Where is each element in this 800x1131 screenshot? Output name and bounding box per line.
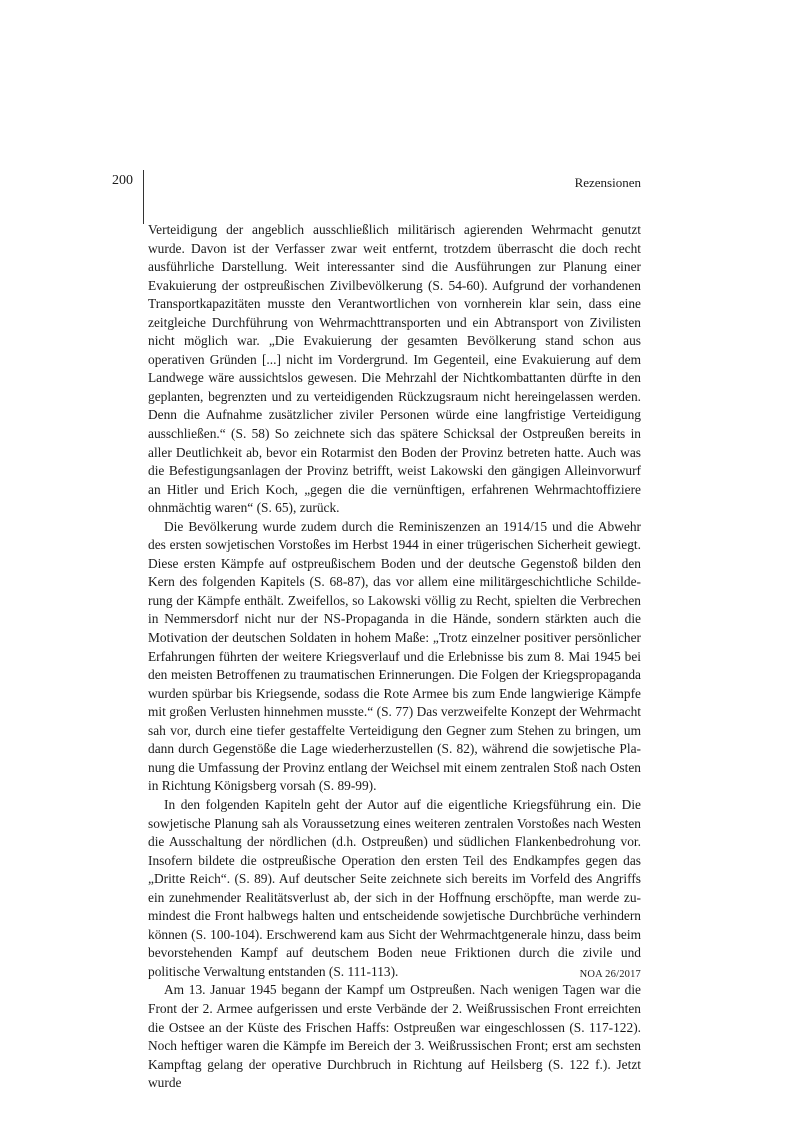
paragraph: In den folgenden Kapiteln geht der Autor auf die eigentliche Kriegsführung ein. Die sowjetische Planung sah als Voraussetzung eines weiteren zentralen Vorstoßes nach Westen die Ausschaltung der nördlichen (d.h. Ostpreußen) und südlichen Flankenbedrohung vor. Insofern bildete die ostpreußische Operation den ersten Teil des Endkampfes gegen das „Dritte Reich“. (S. 89). Auf deutscher Seite zeichnete sich bereits im Vorfeld des Angriffs ein zunehmender Realitätsverlust ab, der sich in der Hoffnung erschöpfte, man werde zumindest die Front halbwegs halten und entscheidende sowjetische Durchbrüche verhindern können (S. 100-104). Erschwerend kam aus Sicht der Wehrmachtgenerale hinzu, dass beim bevorstehenden Kampf auf deutschem Boden neue Friktionen durch die zivile und politische Verwaltung entstanden (S. 111-113). bbox=[148, 796, 641, 979]
paragraph: Die Bevölkerung wurde zudem durch die Reminiszenzen an 1914/15 und die Abwehr des ersten sowjetischen Vorstoßes im Herbst 1944 in einer trügerischen Sicherheit gewiegt. Diese ersten Kämpfe auf ostpreußischem Boden und der deutsche Gegenstoß bilden den Kern des folgenden Kapitels (S. 68-87), das vor allem eine militärgeschichtliche Schilderung der Kämpfe enthält. Zweifellos, so Lakowski völlig zu Recht, spielten die Verbrechen in Nemmersdorf nicht nur der NS-Propaganda in die Hände, sondern stärkten auch die Motivation der deutschen Soldaten in hohem Maße: „Trotz einzelner positiver persönlicher Erfahrungen führten der weitere Kriegsverlauf und die Erlebnisse bis zum 8. Mai 1945 bei den meisten Betroffenen zu traumatischen Erinnerungen. Die Folgen der Kriegspropaganda wurden spürbar bis Kriegsende, sodass die Rote Armee bis zum Ende langwierige Kämpfe mit großen Verlusten hinnehmen musste.“ (S. 77) Das verzweifelte Konzept der Wehrmacht sah vor, durch eine tiefer gestaffelte Verteidigung den Gegner zum Stehen zu bringen, um dann durch Gegenstöße die Lage wiederherzustellen (S. 82), während die sowjetische Planung die Umfassung der Provinz entlang der Weichsel mit einem zentralen Stoß nach Osten in Richtung Königsberg vorsah (S. 89-99). bbox=[148, 518, 641, 794]
body-text bbox=[148, 221, 641, 1093]
paragraph: Verteidigung der angeblich ausschließlich militärisch agierenden Wehrmacht genutzt wurde. Davon ist der Verfasser zwar weit entfernt, trotzdem überrascht die doch recht ausführliche Darstellung. Weit interessanter sind die Ausführungen zur Planung einer Evakuierung der ostpreußischen Zivilbevölkerung (S. 54-60). Aufgrund der vorhandenen Transportkapazitäten musste den Verantwortlichen von vornherein klar sein, dass eine zeitgleiche Durchführung von Wehrmachttransporten und ein Abtransport von Zivilisten nicht möglich war. „Die Evakuierung der gesamten Bevölkerung stand schon aus operativen Gründen [...] nicht im Vordergrund. Im Gegenteil, eine Evakuierung auf dem Landwege wäre aussichtslos gewesen. Die Mehrzahl der Nichtkombattanten dürfte in den geplanten, begrenzten und zu verteidigenden Rückzugsraum nicht hereingelassen werden. Denn die Aufnahme zusätzlicher ziviler Personen würde eine langfristige Verteidigung ausschließen.“ (S. 58) So zeichnete sich das spätere Schicksal der Ostpreußen bereits in aller Deutlichkeit ab, bevor ein Rotarmist den Boden der Provinz betreten hatte. Auch was die Befestigungsanlagen der Provinz betrifft, weist Lakowski den gängigen Alleinvorwurf an Hitler und Erich Koch, „gegen die die vernünftigen, erfahrenen Wehrmachtoffiziere ohnmächtig waren“ (S. 65), zurück. bbox=[148, 222, 641, 516]
header-rule bbox=[143, 170, 144, 224]
journal-footer: NOA 26/2017 bbox=[579, 969, 641, 980]
page-number: 200 bbox=[112, 173, 133, 188]
paragraph: Am 13. Januar 1945 begann der Kampf um Ostpreußen. Nach wenigen Tagen war die Front der 2. Armee aufgerissen und erste Verbände der 2. Weißrussischen Front erreichten die Ostsee an der Küste des Frischen Haffs: Ostpreußen war eingeschlossen (S. 117-122). Noch heftiger waren die Kämpfe im Bereich der 3. Weißrussischen Front; erst am sechsten Kampftag gelang der operative Durchbruch in Richtung auf Heilsberg (S. 122 f.). Jetzt wurde bbox=[148, 982, 641, 1091]
running-head: Rezensionen bbox=[574, 175, 641, 190]
